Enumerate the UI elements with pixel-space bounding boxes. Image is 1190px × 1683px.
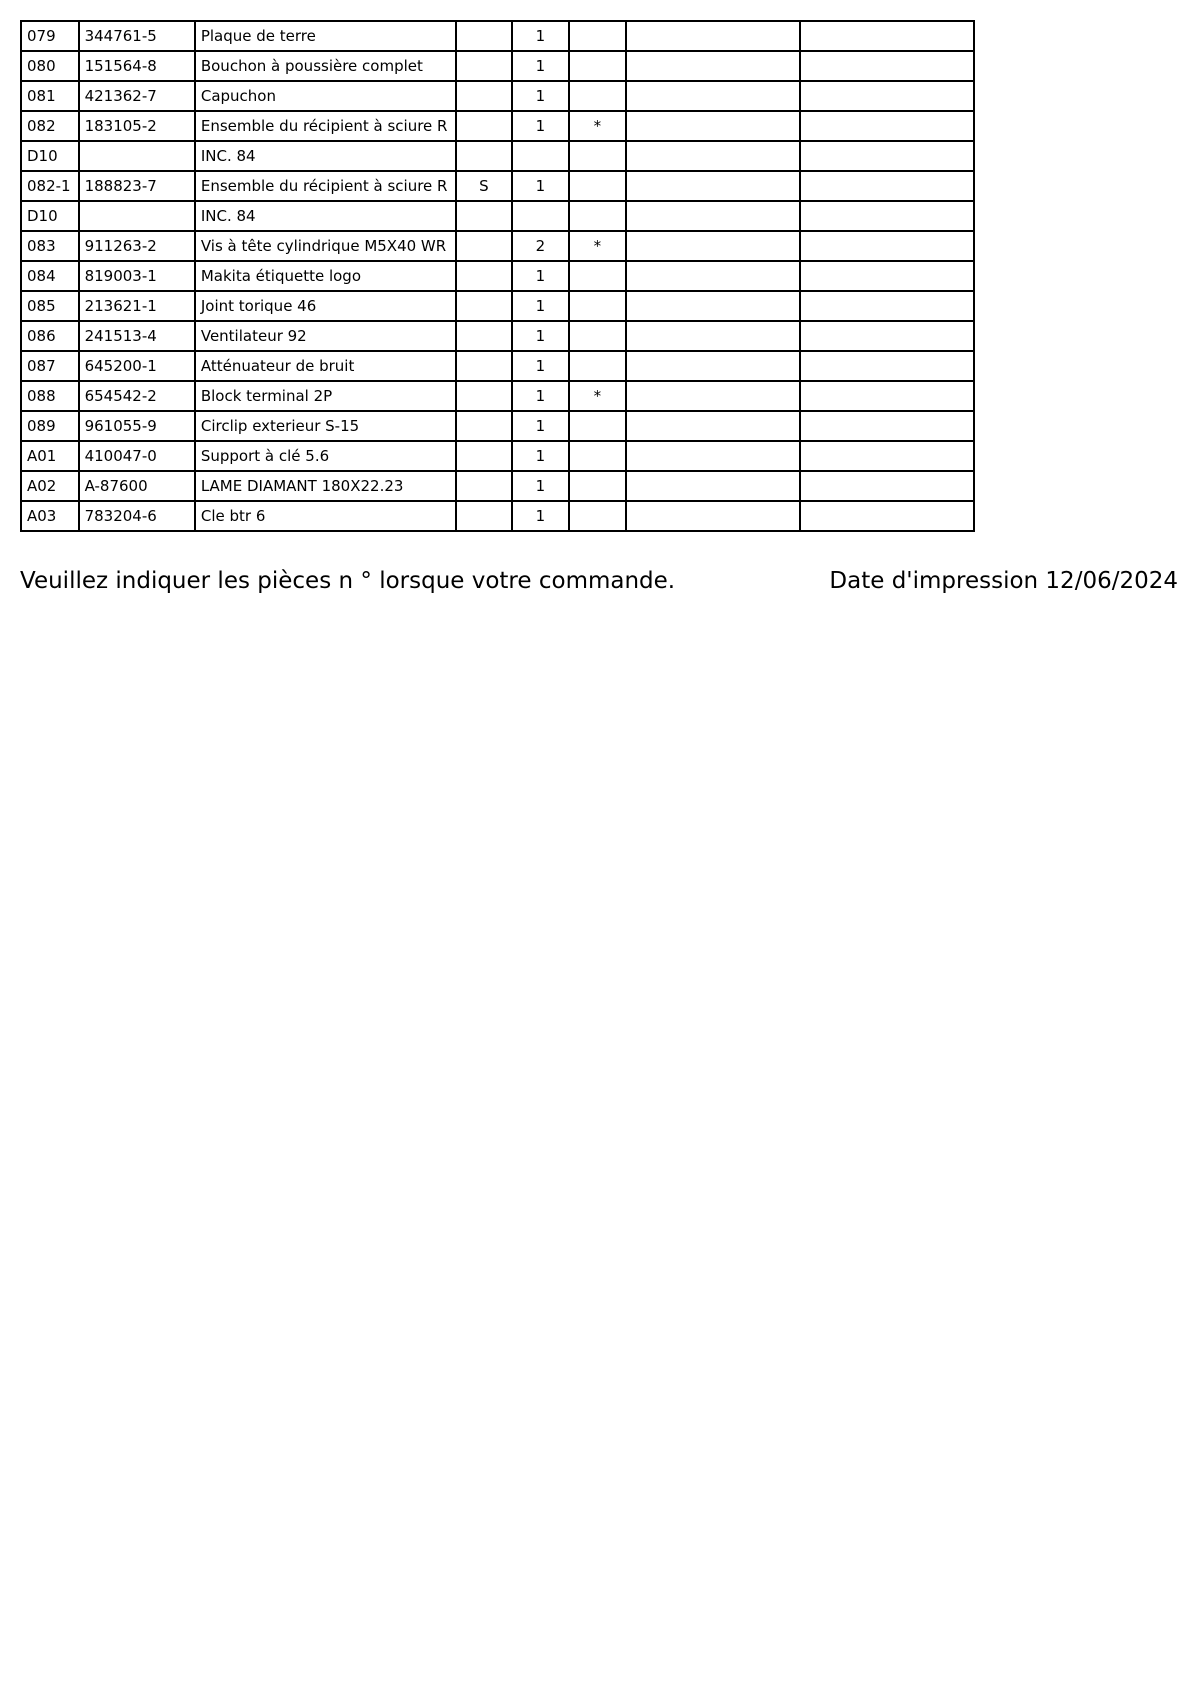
position-cell: 085 — [21, 291, 79, 321]
empty-cell — [800, 411, 974, 441]
position-cell: A01 — [21, 441, 79, 471]
quantity-cell: 1 — [512, 81, 569, 111]
empty-cell — [800, 201, 974, 231]
mark-cell — [569, 261, 627, 291]
description-cell: Ensemble du récipient à sciure R — [195, 111, 456, 141]
table-row — [21, 411, 974, 441]
quantity-cell: 1 — [512, 291, 569, 321]
mark-cell: * — [569, 231, 627, 261]
supply-flag-cell: S — [456, 171, 513, 201]
empty-cell — [626, 21, 800, 51]
supply-flag-cell — [456, 291, 513, 321]
mark-cell — [569, 501, 627, 531]
part-number-cell: 183105-2 — [79, 111, 195, 141]
position-cell: 081 — [21, 81, 79, 111]
quantity-cell: 1 — [512, 441, 569, 471]
quantity-cell: 1 — [512, 171, 569, 201]
empty-cell — [800, 321, 974, 351]
supply-flag-cell — [456, 261, 513, 291]
empty-cell — [626, 441, 800, 471]
empty-cell — [626, 321, 800, 351]
supply-flag-cell — [456, 81, 513, 111]
supply-flag-cell — [456, 501, 513, 531]
empty-cell — [800, 231, 974, 261]
quantity-cell: 1 — [512, 261, 569, 291]
supply-flag-cell — [456, 321, 513, 351]
table-row — [21, 501, 974, 531]
mark-cell — [569, 471, 627, 501]
empty-cell — [800, 111, 974, 141]
parts-table-body — [21, 21, 974, 531]
table-row — [21, 21, 974, 51]
position-cell: 084 — [21, 261, 79, 291]
position-cell: A03 — [21, 501, 79, 531]
print-date: Date d'impression 12/06/2024 — [829, 568, 1178, 594]
supply-flag-cell — [456, 141, 513, 171]
table-row — [21, 231, 974, 261]
position-cell: 087 — [21, 351, 79, 381]
empty-cell — [626, 411, 800, 441]
table-row — [21, 111, 974, 141]
empty-cell — [626, 231, 800, 261]
description-cell: INC. 84 — [195, 201, 456, 231]
description-cell: Support à clé 5.6 — [195, 441, 456, 471]
empty-cell — [626, 381, 800, 411]
description-cell: INC. 84 — [195, 141, 456, 171]
quantity-cell: 1 — [512, 381, 569, 411]
supply-flag-cell — [456, 411, 513, 441]
empty-cell — [800, 471, 974, 501]
empty-cell — [800, 381, 974, 411]
description-cell: Plaque de terre — [195, 21, 456, 51]
description-cell: LAME DIAMANT 180X22.23 — [195, 471, 456, 501]
part-number-cell: 819003-1 — [79, 261, 195, 291]
quantity-cell — [512, 201, 569, 231]
position-cell: 083 — [21, 231, 79, 261]
part-number-cell: 188823-7 — [79, 171, 195, 201]
table-row — [21, 351, 974, 381]
description-cell: Ventilateur 92 — [195, 321, 456, 351]
mark-cell — [569, 81, 627, 111]
empty-cell — [626, 141, 800, 171]
table-row — [21, 261, 974, 291]
empty-cell — [800, 501, 974, 531]
quantity-cell: 2 — [512, 231, 569, 261]
description-cell: Cle btr 6 — [195, 501, 456, 531]
empty-cell — [800, 291, 974, 321]
empty-cell — [626, 501, 800, 531]
part-number-cell: 961055-9 — [79, 411, 195, 441]
mark-cell: * — [569, 381, 627, 411]
position-cell: 089 — [21, 411, 79, 441]
part-number-cell: 151564-8 — [79, 51, 195, 81]
empty-cell — [626, 51, 800, 81]
position-cell: 082 — [21, 111, 79, 141]
quantity-cell — [512, 141, 569, 171]
empty-cell — [800, 141, 974, 171]
table-row — [21, 441, 974, 471]
empty-cell — [626, 291, 800, 321]
order-instruction-note: Veuillez indiquer les pièces n ° lorsque votre commande. — [20, 568, 676, 594]
supply-flag-cell — [456, 21, 513, 51]
part-number-cell: 645200-1 — [79, 351, 195, 381]
supply-flag-cell — [456, 441, 513, 471]
table-row — [21, 81, 974, 111]
supply-flag-cell — [456, 111, 513, 141]
table-row — [21, 51, 974, 81]
part-number-cell: 421362-7 — [79, 81, 195, 111]
table-row — [21, 471, 974, 501]
mark-cell — [569, 141, 627, 171]
mark-cell: * — [569, 111, 627, 141]
mark-cell — [569, 171, 627, 201]
quantity-cell: 1 — [512, 111, 569, 141]
description-cell: Atténuateur de bruit — [195, 351, 456, 381]
empty-cell — [626, 81, 800, 111]
empty-cell — [800, 21, 974, 51]
description-cell: Joint torique 46 — [195, 291, 456, 321]
table-row — [21, 141, 974, 171]
supply-flag-cell — [456, 471, 513, 501]
part-number-cell: 344761-5 — [79, 21, 195, 51]
description-cell: Vis à tête cylindrique M5X40 WR — [195, 231, 456, 261]
position-cell: 088 — [21, 381, 79, 411]
quantity-cell: 1 — [512, 501, 569, 531]
position-cell: 079 — [21, 21, 79, 51]
position-cell: 080 — [21, 51, 79, 81]
empty-cell — [800, 351, 974, 381]
empty-cell — [626, 171, 800, 201]
empty-cell — [800, 171, 974, 201]
description-cell: Block terminal 2P — [195, 381, 456, 411]
empty-cell — [800, 81, 974, 111]
position-cell: 086 — [21, 321, 79, 351]
description-cell: Capuchon — [195, 81, 456, 111]
mark-cell — [569, 411, 627, 441]
part-number-cell: 783204-6 — [79, 501, 195, 531]
part-number-cell — [79, 141, 195, 171]
description-cell: Makita étiquette logo — [195, 261, 456, 291]
quantity-cell: 1 — [512, 321, 569, 351]
empty-cell — [800, 261, 974, 291]
supply-flag-cell — [456, 51, 513, 81]
part-number-cell: 410047-0 — [79, 441, 195, 471]
supply-flag-cell — [456, 231, 513, 261]
supply-flag-cell — [456, 381, 513, 411]
table-row — [21, 321, 974, 351]
mark-cell — [569, 291, 627, 321]
empty-cell — [626, 111, 800, 141]
quantity-cell: 1 — [512, 411, 569, 441]
table-row — [21, 381, 974, 411]
part-number-cell: 911263-2 — [79, 231, 195, 261]
empty-cell — [626, 471, 800, 501]
part-number-cell: 241513-4 — [79, 321, 195, 351]
supply-flag-cell — [456, 201, 513, 231]
mark-cell — [569, 51, 627, 81]
position-cell: D10 — [21, 201, 79, 231]
empty-cell — [626, 201, 800, 231]
part-number-cell: 213621-1 — [79, 291, 195, 321]
quantity-cell: 1 — [512, 51, 569, 81]
part-number-cell — [79, 201, 195, 231]
position-cell: D10 — [21, 141, 79, 171]
empty-cell — [626, 351, 800, 381]
mark-cell — [569, 321, 627, 351]
part-number-cell: A-87600 — [79, 471, 195, 501]
quantity-cell: 1 — [512, 21, 569, 51]
supply-flag-cell — [456, 351, 513, 381]
mark-cell — [569, 351, 627, 381]
table-row — [21, 291, 974, 321]
description-cell: Ensemble du récipient à sciure R — [195, 171, 456, 201]
description-cell: Circlip exterieur S-15 — [195, 411, 456, 441]
position-cell: A02 — [21, 471, 79, 501]
mark-cell — [569, 21, 627, 51]
empty-cell — [800, 51, 974, 81]
mark-cell — [569, 441, 627, 471]
part-number-cell: 654542-2 — [79, 381, 195, 411]
empty-cell — [626, 261, 800, 291]
description-cell: Bouchon à poussière complet — [195, 51, 456, 81]
empty-cell — [800, 441, 974, 471]
table-row — [21, 201, 974, 231]
table-row — [21, 171, 974, 201]
parts-table — [20, 20, 975, 532]
position-cell: 082-1 — [21, 171, 79, 201]
quantity-cell: 1 — [512, 471, 569, 501]
mark-cell — [569, 201, 627, 231]
quantity-cell: 1 — [512, 351, 569, 381]
